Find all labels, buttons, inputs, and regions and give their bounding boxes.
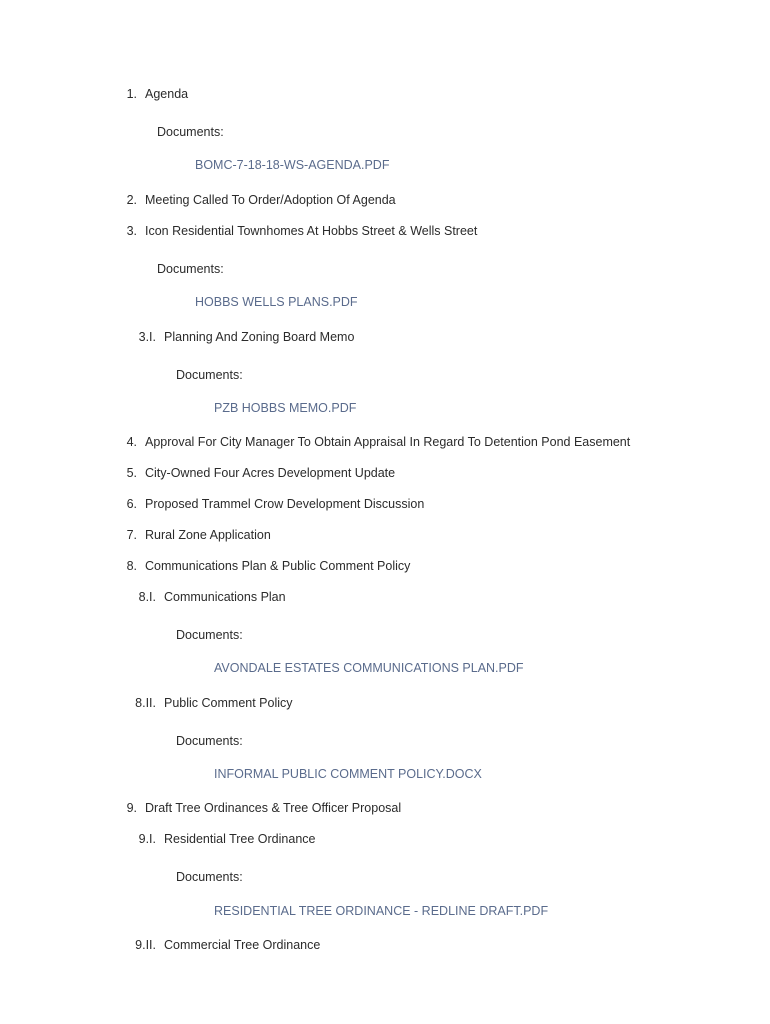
item-title: Agenda bbox=[145, 87, 189, 101]
item-number: 8.II. bbox=[135, 696, 156, 710]
item-number: 3. bbox=[126, 224, 137, 238]
item-number: 2. bbox=[126, 193, 137, 207]
documents-label: Documents: bbox=[157, 125, 224, 139]
item-number: 3.I. bbox=[138, 330, 156, 344]
item-number: 1. bbox=[126, 87, 137, 101]
item-number: 8. bbox=[126, 559, 137, 573]
item-number: 9.II. bbox=[135, 938, 156, 952]
item-title: Communications Plan & Public Comment Policy bbox=[145, 559, 411, 573]
document-link[interactable]: INFORMAL PUBLIC COMMENT POLICY.DOCX bbox=[214, 767, 482, 781]
document-link[interactable]: PZB HOBBS MEMO.PDF bbox=[214, 401, 357, 415]
item-title: Residential Tree Ordinance bbox=[164, 832, 316, 846]
item-number: 6. bbox=[126, 497, 137, 511]
item-number: 8.I. bbox=[138, 590, 156, 604]
item-number: 7. bbox=[126, 528, 137, 542]
item-title: Meeting Called To Order/Adoption Of Agenda bbox=[145, 193, 396, 207]
documents-label: Documents: bbox=[157, 262, 224, 276]
item-title: Commercial Tree Ordinance bbox=[164, 938, 321, 952]
documents-label: Documents: bbox=[176, 368, 243, 382]
item-title: Rural Zone Application bbox=[145, 528, 271, 542]
item-number: 9.I. bbox=[138, 832, 156, 846]
item-number: 5. bbox=[126, 466, 137, 480]
item-title: Approval For City Manager To Obtain Appraisal In Regard To Detention Pond Easement bbox=[145, 435, 631, 449]
document-link[interactable]: HOBBS WELLS PLANS.PDF bbox=[195, 295, 358, 309]
document-link[interactable]: BOMC-7-18-18-WS-AGENDA.PDF bbox=[195, 158, 390, 172]
item-title: Proposed Trammel Crow Development Discussion bbox=[145, 497, 425, 511]
document-link[interactable]: AVONDALE ESTATES COMMUNICATIONS PLAN.PDF bbox=[214, 661, 524, 675]
item-title: Planning And Zoning Board Memo bbox=[164, 330, 355, 344]
item-number: 9. bbox=[126, 801, 137, 815]
item-number: 4. bbox=[126, 435, 137, 449]
item-title: Communications Plan bbox=[164, 590, 286, 604]
item-title: City-Owned Four Acres Development Update bbox=[145, 466, 396, 480]
documents-label: Documents: bbox=[176, 734, 243, 748]
documents-label: Documents: bbox=[176, 870, 243, 884]
item-title: Draft Tree Ordinances & Tree Officer Proposal bbox=[145, 801, 402, 815]
item-title: Public Comment Policy bbox=[164, 696, 293, 710]
item-title: Icon Residential Townhomes At Hobbs Street & Wells Street bbox=[145, 224, 478, 238]
documents-label: Documents: bbox=[176, 628, 243, 642]
document-link[interactable]: RESIDENTIAL TREE ORDINANCE - REDLINE DRAFT.PDF bbox=[214, 904, 549, 918]
